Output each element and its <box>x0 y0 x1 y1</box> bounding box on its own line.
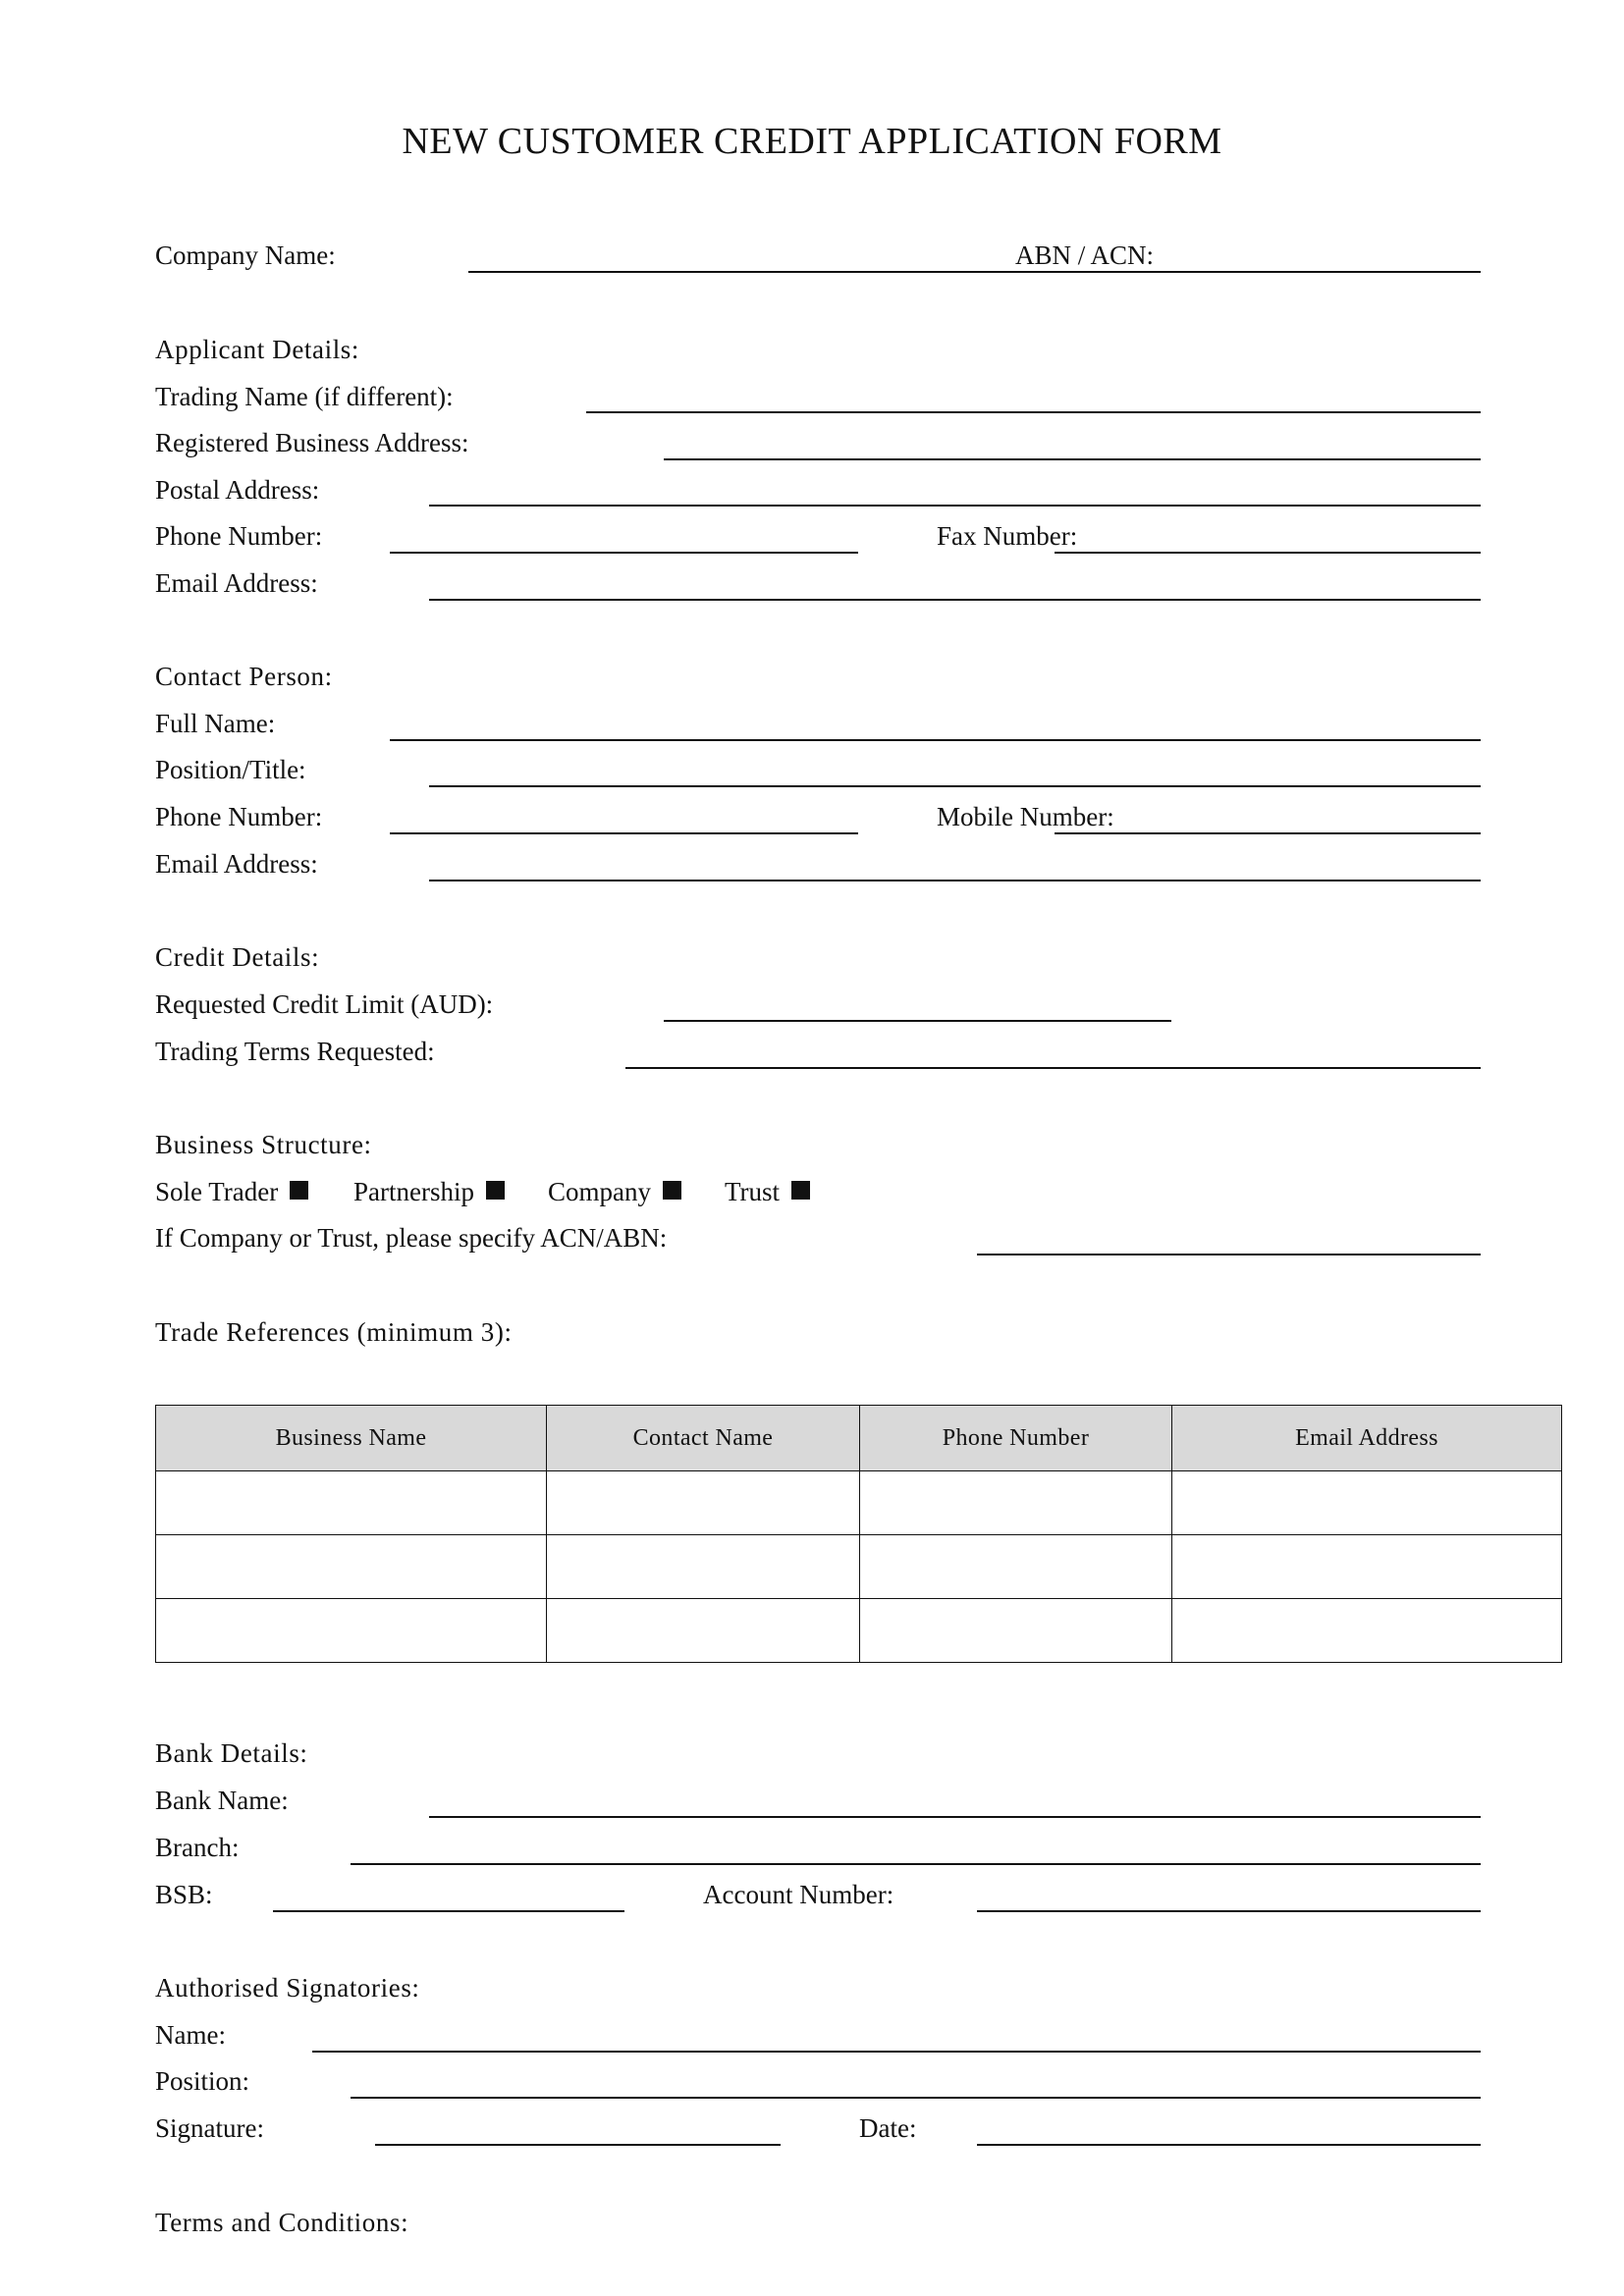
credit-details-heading: Credit Details: <box>155 942 320 972</box>
authorised-signatories-heading: Authorised Signatories: <box>155 1973 420 2002</box>
credit-limit-label: Requested Credit Limit (AUD): <box>155 989 494 1019</box>
acn-abn-specify-label: If Company or Trust, please specify ACN/ABN: <box>155 1223 668 1253</box>
bsb-field[interactable] <box>273 1910 624 1912</box>
table-cell[interactable] <box>1172 1599 1562 1663</box>
full-name-field[interactable] <box>390 739 1481 741</box>
trade-references-table <box>155 1405 1562 1663</box>
bsb-label: BSB: <box>155 1880 213 1909</box>
company-name-label: Company Name: <box>155 240 336 270</box>
table-row <box>156 1599 1562 1663</box>
credit-limit-field[interactable] <box>664 1020 1171 1022</box>
trading-terms-label: Trading Terms Requested: <box>155 1037 435 1066</box>
signature-label: Signature: <box>155 2113 264 2143</box>
bank-details-heading: Bank Details: <box>155 1738 308 1768</box>
fax-number-field[interactable] <box>1055 552 1481 554</box>
form-title: NEW CUSTOMER CREDIT APPLICATION FORM <box>402 121 1222 162</box>
contact-phone-label: Phone Number: <box>155 802 323 831</box>
postal-address-field[interactable] <box>429 505 1481 507</box>
registered-address-field[interactable] <box>664 458 1481 460</box>
date-field[interactable] <box>977 2144 1481 2146</box>
applicant-phone-field[interactable] <box>390 552 858 554</box>
branch-label: Branch: <box>155 1833 240 1862</box>
option-label: Partnership <box>353 1177 474 1206</box>
contact-email-field[interactable] <box>429 880 1481 881</box>
table-cell[interactable] <box>156 1471 547 1535</box>
signatory-name-label: Name: <box>155 2020 226 2050</box>
contact-person-heading: Contact Person: <box>155 662 333 691</box>
table-cell[interactable] <box>860 1599 1172 1663</box>
date-label: Date: <box>859 2113 917 2143</box>
table-cell[interactable] <box>156 1535 547 1599</box>
column-header-contact-name: Contact Name <box>547 1406 860 1471</box>
bank-name-label: Bank Name: <box>155 1786 289 1815</box>
fax-number-label: Fax Number: <box>937 521 1078 551</box>
table-cell[interactable] <box>860 1471 1172 1535</box>
option-label: Sole Trader <box>155 1177 279 1206</box>
trading-terms-field[interactable] <box>625 1067 1481 1069</box>
table-cell[interactable] <box>1172 1471 1562 1535</box>
applicant-details-heading: Applicant Details: <box>155 335 360 364</box>
mobile-number-label: Mobile Number: <box>937 802 1114 831</box>
position-title-field[interactable] <box>429 785 1481 787</box>
checkbox-icon[interactable] <box>486 1181 505 1200</box>
option-label: Trust <box>725 1177 781 1206</box>
table-cell[interactable] <box>547 1535 860 1599</box>
column-header-email-address: Email Address <box>1172 1406 1562 1471</box>
table-row <box>156 1535 1562 1599</box>
full-name-label: Full Name: <box>155 709 276 738</box>
applicant-email-label: Email Address: <box>155 568 318 598</box>
bank-name-field[interactable] <box>429 1816 1481 1818</box>
option-label: Company <box>548 1177 651 1206</box>
mobile-number-field[interactable] <box>1055 832 1481 834</box>
option-trust[interactable] <box>725 1176 810 1207</box>
column-header-phone-number: Phone Number <box>860 1406 1172 1471</box>
trading-name-field[interactable] <box>586 411 1481 413</box>
applicant-email-field[interactable] <box>429 599 1481 601</box>
acn-abn-specify-field[interactable] <box>977 1254 1481 1255</box>
contact-email-label: Email Address: <box>155 849 318 879</box>
applicant-phone-label: Phone Number: <box>155 521 323 551</box>
signatory-position-label: Position: <box>155 2066 250 2096</box>
checkbox-icon[interactable] <box>290 1181 308 1200</box>
option-sole-trader[interactable] <box>155 1176 308 1207</box>
registered-address-label: Registered Business Address: <box>155 428 469 457</box>
table-cell[interactable] <box>860 1535 1172 1599</box>
trading-name-label: Trading Name (if different): <box>155 382 454 411</box>
account-number-label: Account Number: <box>703 1880 894 1909</box>
option-company[interactable] <box>548 1176 681 1207</box>
table-cell[interactable] <box>1172 1535 1562 1599</box>
checkbox-icon[interactable] <box>791 1181 810 1200</box>
signature-field[interactable] <box>375 2144 781 2146</box>
account-number-field[interactable] <box>977 1910 1481 1912</box>
branch-field[interactable] <box>351 1863 1481 1865</box>
checkbox-icon[interactable] <box>663 1181 681 1200</box>
table-cell[interactable] <box>156 1599 547 1663</box>
table-cell[interactable] <box>547 1471 860 1535</box>
signatory-name-field[interactable] <box>312 2051 1481 2053</box>
signatory-position-field[interactable] <box>351 2097 1481 2099</box>
abn-acn-label: ABN / ACN: <box>1015 240 1155 270</box>
table-cell[interactable] <box>547 1599 860 1663</box>
terms-and-conditions-heading: Terms and Conditions: <box>155 2208 409 2237</box>
contact-phone-field[interactable] <box>390 832 858 834</box>
column-header-business-name: Business Name <box>156 1406 547 1471</box>
position-title-label: Position/Title: <box>155 755 306 784</box>
option-partnership[interactable] <box>353 1176 505 1207</box>
business-structure-heading: Business Structure: <box>155 1130 372 1159</box>
trade-references-heading: Trade References (minimum 3): <box>155 1317 513 1347</box>
table-row <box>156 1471 1562 1535</box>
company-name-field[interactable] <box>468 271 1481 273</box>
table-header-row <box>156 1406 1562 1471</box>
postal-address-label: Postal Address: <box>155 475 320 505</box>
